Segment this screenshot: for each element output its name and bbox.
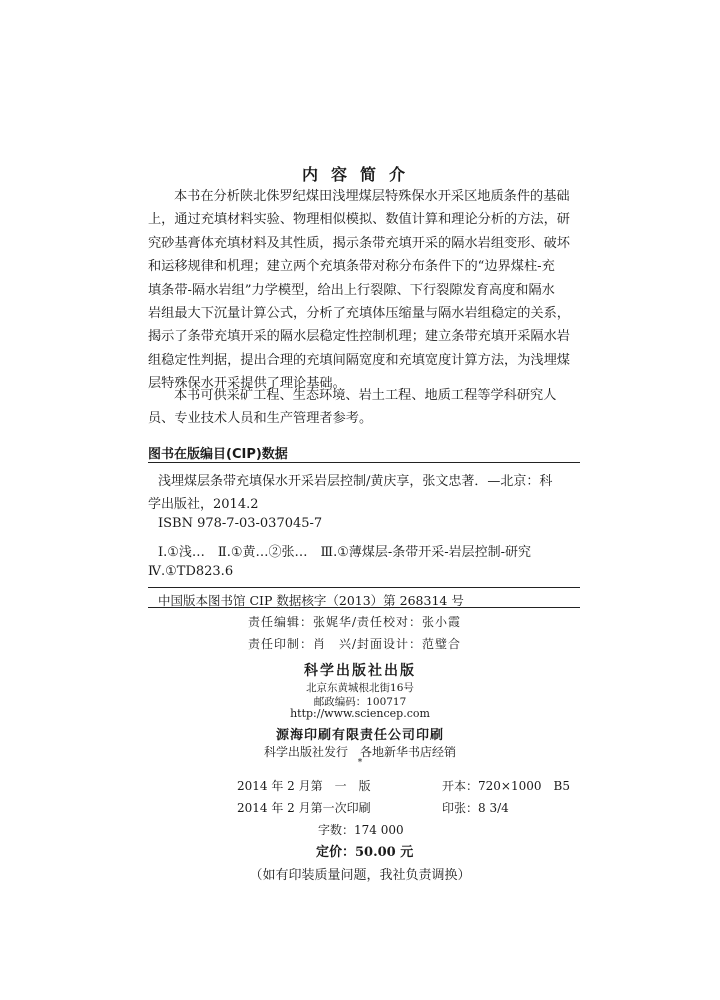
edition-row bbox=[237, 777, 570, 794]
edition-date: 2014 年 2 月第 一 版 bbox=[237, 779, 371, 793]
quality-notice: （如有印装质量问题，我社负责调换） bbox=[249, 868, 471, 883]
intro-para1-line: 究砂基膏体充填材料及其性质，揭示条带充填开采的隔水岩组变形、破坏 bbox=[148, 235, 570, 251]
publisher-website: http://www.sciencep.com bbox=[290, 707, 430, 720]
cip-middle-rule bbox=[148, 587, 580, 588]
printer-name: 源海印刷有限责任公司印刷 bbox=[275, 728, 444, 743]
intro-paragraph-1 bbox=[148, 185, 590, 396]
cip-title-line-cont: 学出版社，2014.2 bbox=[148, 497, 259, 512]
intro-paragraph-2 bbox=[148, 384, 590, 431]
separator-asterisk: * bbox=[357, 758, 363, 768]
intro-para1-line: 层特殊保水开采提供了理论基础。 bbox=[148, 376, 346, 392]
printing-date: 2014 年 2 月第一次印刷 bbox=[237, 801, 371, 815]
cip-classification: Ⅰ.①浅… Ⅱ.①黄…②张… Ⅲ.①薄煤层-条带开采-岩层控制-研究 bbox=[158, 545, 532, 560]
cip-isbn: ISBN 978-7-03-037045-7 bbox=[158, 516, 323, 531]
intro-para1-line: 和运移规律和机理；建立两个充填条带对称分布条件下的“边界煤柱-充 bbox=[148, 259, 555, 275]
printing-design-line: 责任印制：肖 兴/封面设计：范璧合 bbox=[248, 637, 462, 651]
intro-para1-line: 填条带-隔水岩组”力学模型，给出上行裂隙、下行裂隙发育高度和隔水 bbox=[148, 282, 555, 298]
editors-line: 责任编辑：张娓华/责任校对：张小霞 bbox=[248, 615, 462, 629]
cip-top-rule bbox=[148, 462, 580, 463]
cip-classification-cont: Ⅳ.①TD823.6 bbox=[148, 564, 234, 579]
cip-record-number: 中国版本图书馆 CIP 数据核字（2013）第 268314 号 bbox=[158, 593, 464, 608]
intro-para1-line: 本书在分析陕北侏罗纪煤田浅埋煤层特殊保水开采区地质条件的基础 bbox=[174, 189, 570, 204]
intro-para1-line: 组稳定性判据，提出合理的充填间隔宽度和充填宽度计算方法，为浅埋煤 bbox=[148, 352, 570, 368]
intro-title: 内容简介 bbox=[301, 165, 418, 184]
intro-para1-line: 岩组最大下沉量计算公式，分析了充填体压缩量与隔水岩组稳定的关系， bbox=[148, 306, 570, 322]
print-sheets: 印张：8 3/4 bbox=[442, 801, 509, 815]
price: 定价：50.00 元 bbox=[316, 845, 414, 860]
publisher-address: 北京东黄城根北街16号 bbox=[306, 682, 414, 694]
intro-para2-line: 本书可供采矿工程、生态环境、岩土工程、地质工程等学科研究人 bbox=[174, 388, 557, 403]
format-size: 开本：720×1000 B5 bbox=[442, 779, 570, 793]
publisher-postcode: 邮政编码：100717 bbox=[313, 696, 407, 708]
cip-title-line: 浅埋煤层条带充填保水开采岩层控制/黄庆享，张文忠著．—北京：科 bbox=[158, 474, 553, 489]
intro-para1-line: 上，通过充填材料实验、物理相似模拟、数值计算和理论分析的方法，研 bbox=[148, 212, 570, 228]
cip-heading: 图书在版编目(CIP)数据 bbox=[148, 447, 288, 462]
printing-row bbox=[237, 799, 509, 816]
cip-bottom-rule bbox=[148, 607, 580, 608]
word-count: 字数：174 000 bbox=[318, 823, 404, 837]
intro-para1-line: 揭示了条带充填开采的隔水层稳定性控制机理；建立条带充填开采隔水岩 bbox=[148, 329, 570, 345]
publisher-name: 科学出版社出版 bbox=[304, 663, 416, 679]
intro-para2-line: 员、专业技术人员和生产管理者参考。 bbox=[148, 411, 373, 427]
distribution-line: 科学出版社发行 各地新华书店经销 bbox=[263, 745, 456, 759]
